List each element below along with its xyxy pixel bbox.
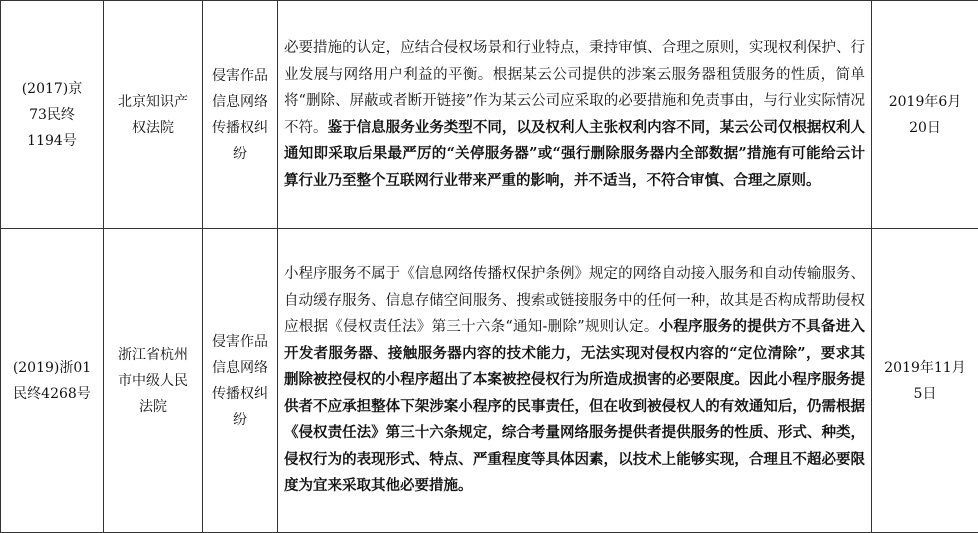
opinion-text: 小程序服务不属于《信息网络传播权保护条例》规定的网络自动接入服务和自动传输服务、自动缓存服务、信息存储空间服务、搜索或链接服务中的任何一种，故其是否构成帮助侵权应根据《侵权责任法》第三十六条“通知-删除”规则认定。 <box>284 266 865 335</box>
case-number: (2017)京73民终1194号 <box>1 1 104 229</box>
case-number: (2019)浙01民终4268号 <box>1 229 104 533</box>
opinion-bold-text: 鉴于信息服务业务类型不同，以及权利人主张权利内容不同，某云公司仅根据权利人通知即采取后果最严厉的“关停服务器”或“强行删除服务器内全部数据”措施有可能给云计算行业乃至整个互联网行业带来严重的影响，并不适当，不符合审慎、合理之原则。 <box>284 119 865 189</box>
table-row <box>1 229 978 533</box>
judgment-date: 2019年6月20日 <box>872 1 978 229</box>
table-row <box>1 1 978 229</box>
court-name: 浙江省杭州市中级人民法院 <box>104 229 203 533</box>
judgment-date: 2019年11月5日 <box>872 229 978 533</box>
court-name: 北京知识产权法院 <box>104 1 203 229</box>
opinion-bold-text: 小程序服务的提供方不具备进入开发者服务器、接触服务器内容的技术能力，无法实现对侵权内容的“定位清除”，要求其删除被控侵权的小程序超出了本案被控侵权行为所造成损害的必要限度。因此小程序服务提供者不应承担整体下架涉案小程序的民事责任，但在收到被侵权人的有效通知后，仍需根据《侵权责任法》第三十六条规定，综合考量网络服务提供者提供服务的性质、形式、种类，侵权行为的表现形式、特点、严重程度等具体因素，以技术上能够实现，合理且不超必要限度为宜来采取其他必要措施。 <box>284 318 865 494</box>
opinion-text: 必要措施的认定，应结合侵权场景和行业特点，秉持审慎、合理之原则，实现权利保护、行业发展与网络用户利益的平衡。根据某云公司提供的涉案云服务器租赁服务的性质，简单将“删除、屏蔽或者断开链接”作为某云公司应采取的必要措施和免责事由，与行业实际情况不符。 <box>284 40 865 136</box>
case-cause: 侵害作品信息网络传播权纠纷 <box>203 1 278 229</box>
court-opinion <box>278 229 872 533</box>
case-cause: 侵害作品信息网络传播权纠纷 <box>203 229 278 533</box>
court-opinion <box>278 1 872 229</box>
